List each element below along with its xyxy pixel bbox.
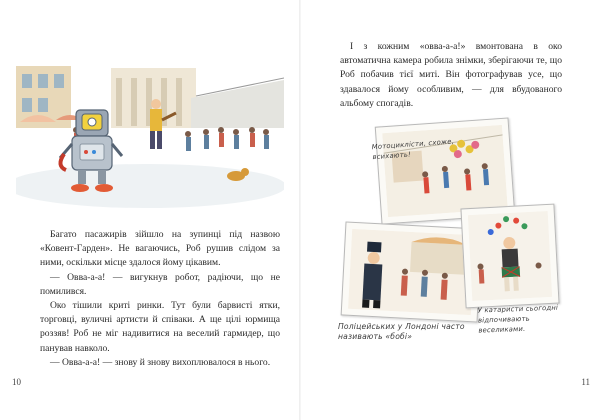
left-paragraph-3: Око тішили криті ринки. Тут були барвисті ятки, торговці, вуличні артисти й співаки. А ще цілі юрмища роззяв! Роб не міг надивитися на веселий гармидер, що панував навколо. (40, 300, 280, 354)
left-page-number: 10 (12, 377, 21, 387)
page-gutter (299, 0, 301, 420)
caption-photo-1: Мотоциклісти, схоже, всихають! (371, 137, 455, 162)
left-paragraph-1: Багато пасажирів зійшло на зупинці під назвою «Ковент-Гарден». Не вагаючись, Роб рушив слідом за ними, оскільки місце здалося йому цікавим. (40, 229, 280, 269)
caption-photo-3: У катаристи сьогодні відпочивають веселиками. (477, 303, 559, 335)
left-paragraph-2: — Овва-а-а! — вигукнув робот, радіючи, що не помилився. (40, 271, 280, 297)
robot-street-illustration (16, 58, 284, 208)
left-paragraph-4: — Овва-а-а! — знову й знову вихоплювалося в нього. (50, 356, 271, 368)
right-page-number: 11 (581, 377, 590, 387)
caption-photo-2: Поліцейських у Лондоні часто називають «бобі» (338, 322, 465, 341)
right-paragraph-1: І з кожним «овва-а-а!» вмонтована в око автоматична камера робила знімки, зберігаючи те, що Роб побачив тієї миті. Він фотографував усе, що здавалося йому особливим, — для вбудованого альбому спогадів. (340, 41, 562, 109)
snapshot-photo-juggler (460, 204, 559, 309)
right-page-text (340, 40, 562, 111)
left-page-text (40, 228, 280, 370)
